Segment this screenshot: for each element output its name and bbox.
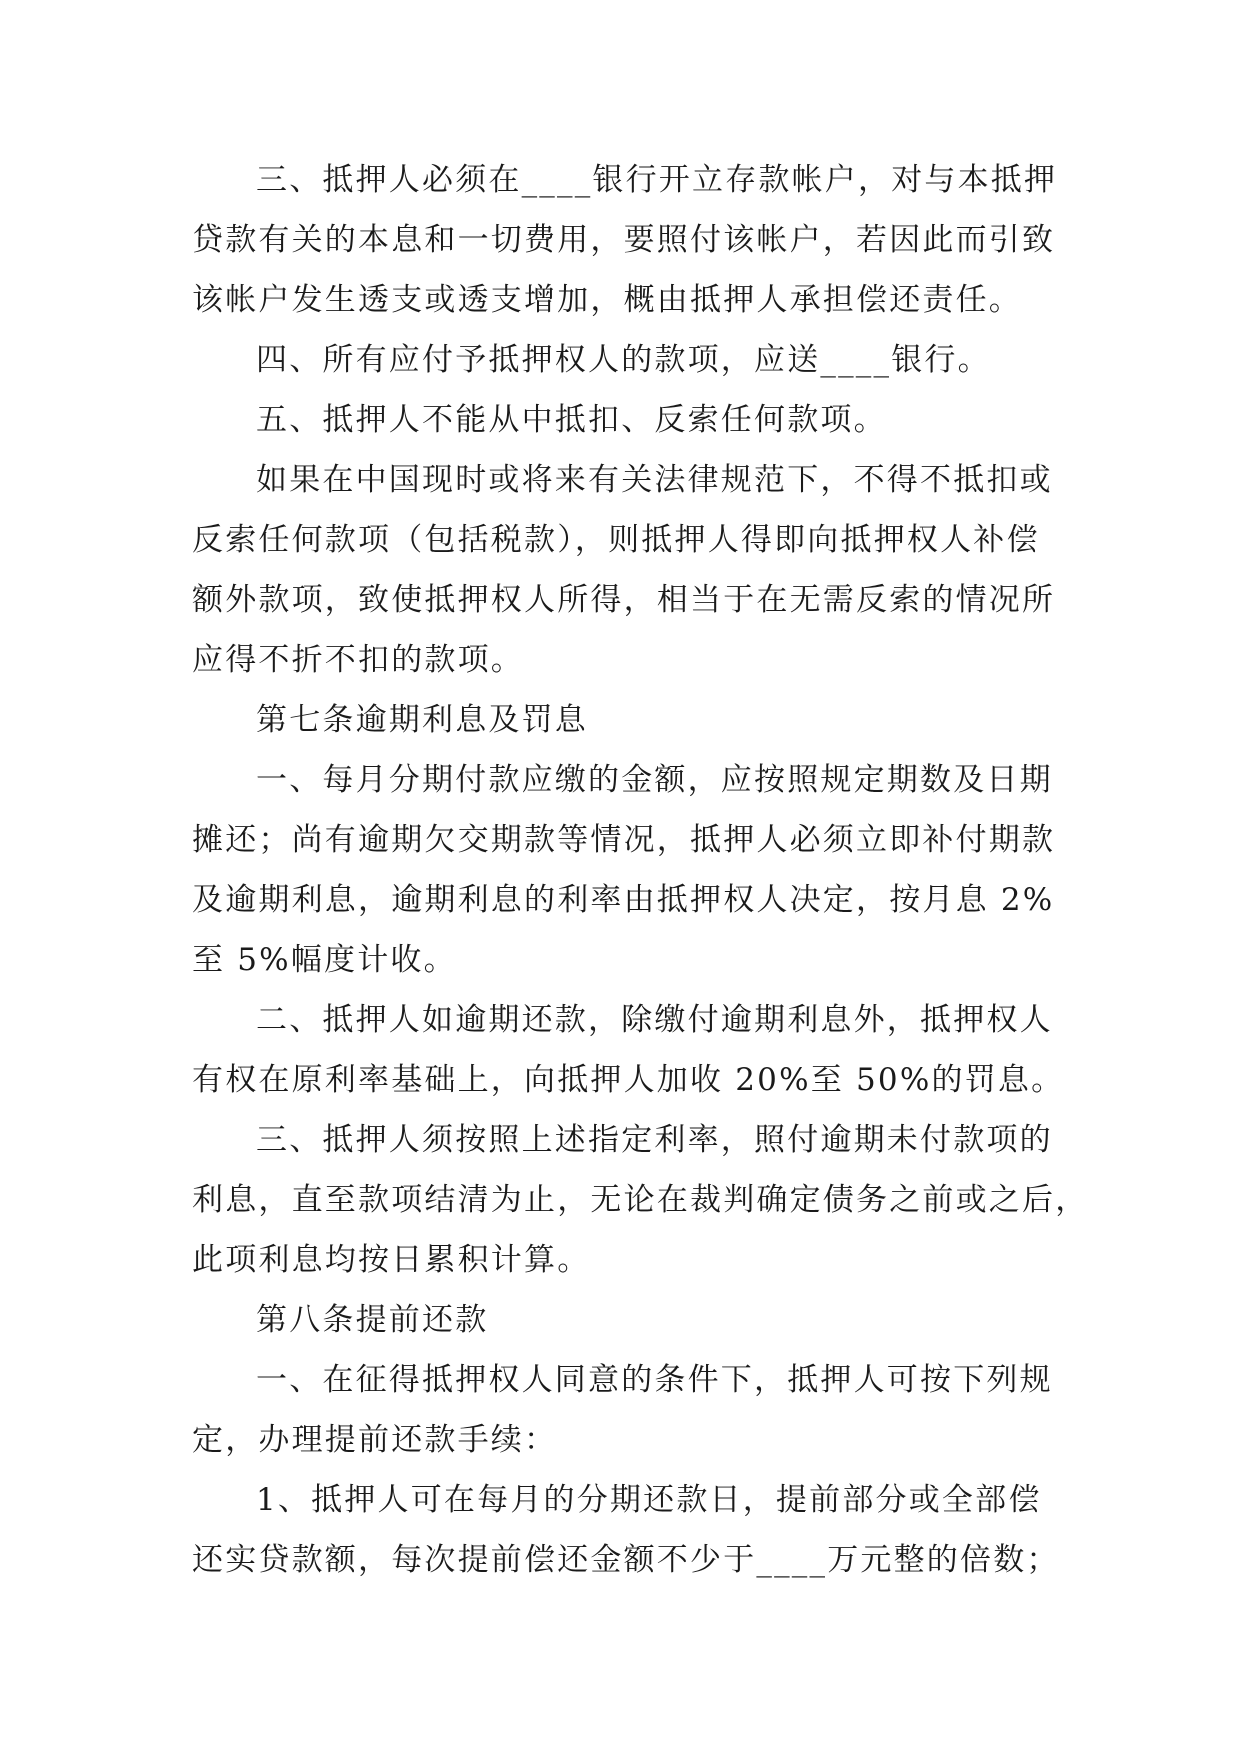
document-page (192, 150, 1089, 1590)
text-line: 第七条逾期利息及罚息 (256, 702, 588, 738)
paragraph (192, 450, 1058, 690)
text-line: 五、抵押人不能从中抵扣、反索任何款项。 (256, 402, 887, 438)
paragraph (192, 750, 1058, 990)
text-line: 一、每月分期付款应缴的金额，应按照规定期数及日期 (256, 762, 1053, 798)
text-line: 至 5%幅度计收。 (192, 942, 457, 978)
text-line: 二、抵押人如逾期还款，除缴付逾期利息外，抵押权人 (256, 1002, 1053, 1038)
text-line: 四、所有应付予抵押权人的款项，应送____银行。 (256, 342, 991, 378)
text-line: 应得不折不扣的款项。 (192, 642, 524, 678)
text-line: 贷款有关的本息和一切费用，要照付该帐户，若因此而引致 (192, 222, 1056, 258)
paragraph (192, 150, 1058, 330)
paragraph (192, 390, 1058, 450)
paragraph (192, 1470, 1058, 1590)
text-line: 利息，直至款项结清为止，无论在裁判确定债务之前或之后， (192, 1182, 1089, 1218)
text-line: 额外款项，致使抵押权人所得，相当于在无需反索的情况所 (192, 582, 1056, 618)
section-heading (192, 1290, 1058, 1350)
text-line: 有权在原利率基础上，向抵押人加收 20%至 50%的罚息。 (192, 1062, 1065, 1098)
section-heading (192, 690, 1058, 750)
text-line: 及逾期利息，逾期利息的利率由抵押权人决定，按月息 2% (192, 882, 1055, 918)
text-line: 此项利息均按日累积计算。 (192, 1242, 591, 1278)
text-line: 三、抵押人必须在____银行开立存款帐户，对与本抵押 (256, 162, 1058, 198)
paragraph (192, 1110, 1089, 1290)
paragraph (192, 330, 1058, 390)
text-line: 如果在中国现时或将来有关法律规范下，不得不抵扣或 (256, 462, 1053, 498)
text-line: 第八条提前还款 (256, 1302, 489, 1338)
text-line: 一、在征得抵押权人同意的条件下，抵押人可按下列规 (256, 1362, 1053, 1398)
text-line: 反索任何款项（包括税款），则抵押人得即向抵押权人补偿 (192, 522, 1040, 558)
text-line: 三、抵押人须按照上述指定利率，照付逾期未付款项的 (256, 1122, 1053, 1158)
text-line: 摊还；尚有逾期欠交期款等情况，抵押人必须立即补付期款 (192, 822, 1056, 858)
text-line: 定，办理提前还款手续： (192, 1422, 558, 1458)
paragraph (192, 1350, 1058, 1470)
paragraph (192, 990, 1065, 1110)
text-line: 1、抵押人可在每月的分期还款日，提前部分或全部偿 (256, 1482, 1042, 1518)
text-line: 该帐户发生透支或透支增加，概由抵押人承担偿还责任。 (192, 282, 1022, 318)
text-line: 还实贷款额，每次提前偿还金额不少于____万元整的倍数； (192, 1542, 1060, 1578)
